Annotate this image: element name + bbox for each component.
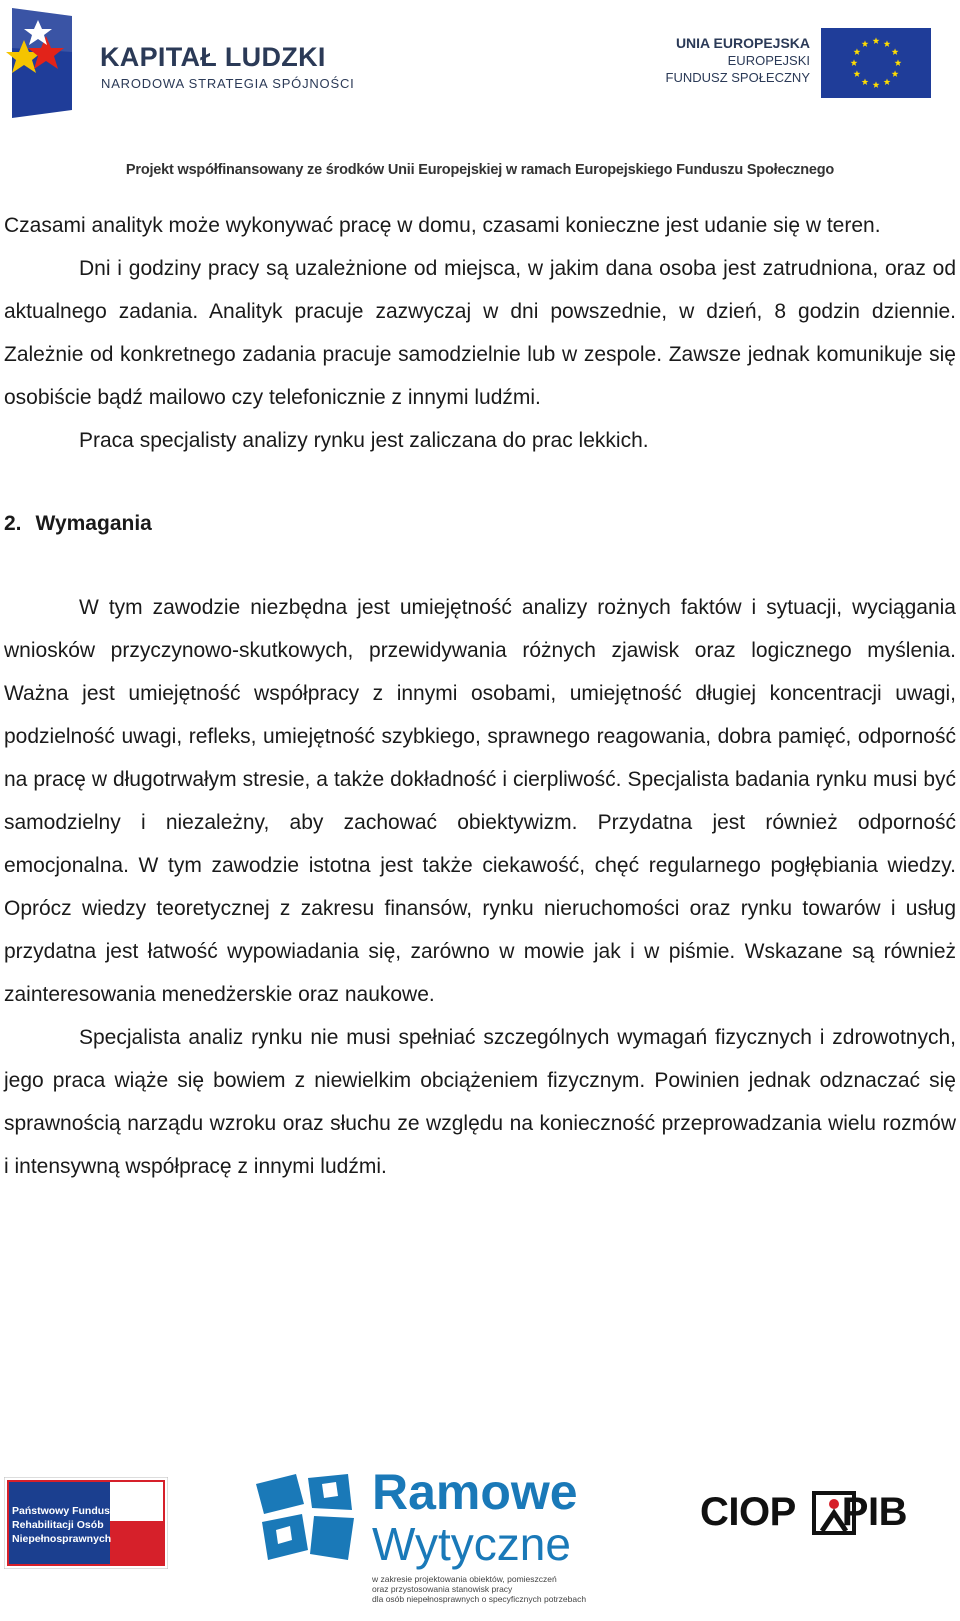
pfron-label-line3: Niepełnosprawnych: [12, 1533, 112, 1545]
kapital-ludzki-logo-icon: [2, 8, 76, 118]
pfron-label-line2: Rehabilitacji Osób: [12, 1519, 104, 1531]
wytyczne-title: Wytyczne: [372, 1518, 571, 1570]
section-title: Wymagania: [35, 512, 152, 535]
eu-label: [620, 35, 810, 86]
ciop-text: CIOP: [700, 1490, 796, 1534]
paragraph-5: Specjalista analiz rynku nie musi spełniać szczególnych wymagań fizycznych i zdrowotnych, jego praca wiąże się bowiem z niewielkim obciążeniem fizycznym. Powinien jednak odznaczać się sprawnością narządu wzroku oraz słuchu ze względu na konieczność przeprowadzania wielu rozmów i intensywną współpracę z innymi ludźmi.: [4, 1026, 956, 1178]
ramowe-subtitle-line3: dla osób niepełnosprawnych o specyficznych potrzebach: [372, 1594, 587, 1604]
section-number: 2.: [4, 512, 22, 535]
pib-text: PIB: [841, 1490, 907, 1534]
ciop-pib-logo: [700, 1490, 907, 1535]
document-body: [4, 204, 956, 1188]
pfron-label-line1: Państwowy Fundusz: [12, 1505, 116, 1517]
eu-label-line2: EUROPEJSKI: [727, 53, 810, 68]
cofinancing-note: Projekt współfinansowany ze środków Unii Europejskiej w ramach Europejskiego Funduszu Społecznego: [125, 162, 835, 178]
paragraph-1: Czasami analityk może wykonywać pracę w domu, czasami konieczne jest udanie się w teren.: [4, 214, 881, 237]
ramowe-wytyczne-logo-icon: [256, 1474, 356, 1574]
paragraph-3: Praca specjalisty analizy rynku jest zaliczana do prac lekkich.: [79, 429, 649, 452]
eu-flag-icon: [821, 28, 931, 98]
paragraph-2: Dni i godziny pracy są uzależnione od miejsca, w jakim dana osoba jest zatrudniona, oraz od aktualnego zadania. Analityk pracuje zazwyczaj w dni powszednie, w dzień, 8 godzin dziennie. Zależnie od konkretnego zadania pracuje samodzielnie lub w zespole. Zawsze jednak komunikuje się osobiście bądź mailowo czy telefonicznie z innymi ludźmi.: [4, 257, 956, 409]
ramowe-subtitle: [372, 1574, 612, 1604]
eu-label-line3: FUNDUSZ SPOŁECZNY: [665, 70, 810, 85]
ramowe-subtitle-line1: w zakresie projektowania obiektów, pomieszczeń: [372, 1574, 557, 1584]
kapital-ludzki-title: KAPITAŁ LUDZKI: [100, 42, 326, 72]
person-icon: [812, 1491, 856, 1535]
pfron-label: [12, 1504, 115, 1546]
ramowe-title: Ramowe: [372, 1464, 578, 1520]
ramowe-subtitle-line2: oraz przystosowania stanowisk pracy: [372, 1584, 513, 1594]
page-header: [0, 0, 960, 190]
section-heading: [4, 502, 956, 545]
paragraph-4: W tym zawodzie niezbędna jest umiejętność analizy rożnych faktów i sytuacji, wyciągania wniosków przyczynowo-skutkowych, przewidywania różnych zjawisk oraz logicznego myślenia. Ważna jest umiejętność współpracy z innymi osobami, umiejętność długiej koncentracji uwagi, podzielność uwagi, refleks, umiejętność szybkiego, sprawnego reagowania, dobra pamięć, odporność na pracę w długotrwałym stresie, a także dokładność i cierpliwość. Specjalista badania rynku musi być samodzielny i niezależny, aby zachować obiektywizm. Przydatna jest również odporność emocjonalna. W tym zawodzie istotna jest także ciekawość, chęć regularnego pogłębiania wiedzy. Oprócz wiedzy teoretycznej z zakresu finansów, rynku nieruchomości oraz rynku towarów i usług przydatna jest łatwość wypowiadania się, zarówno w mowie jak i w piśmie. Wskazane są również zainteresowania menedżerskie oraz naukowe.: [4, 596, 956, 1006]
eu-label-line1: UNIA EUROPEJSKA: [675, 35, 810, 51]
kapital-ludzki-subtitle: NARODOWA STRATEGIA SPÓJNOŚCI: [101, 76, 355, 91]
